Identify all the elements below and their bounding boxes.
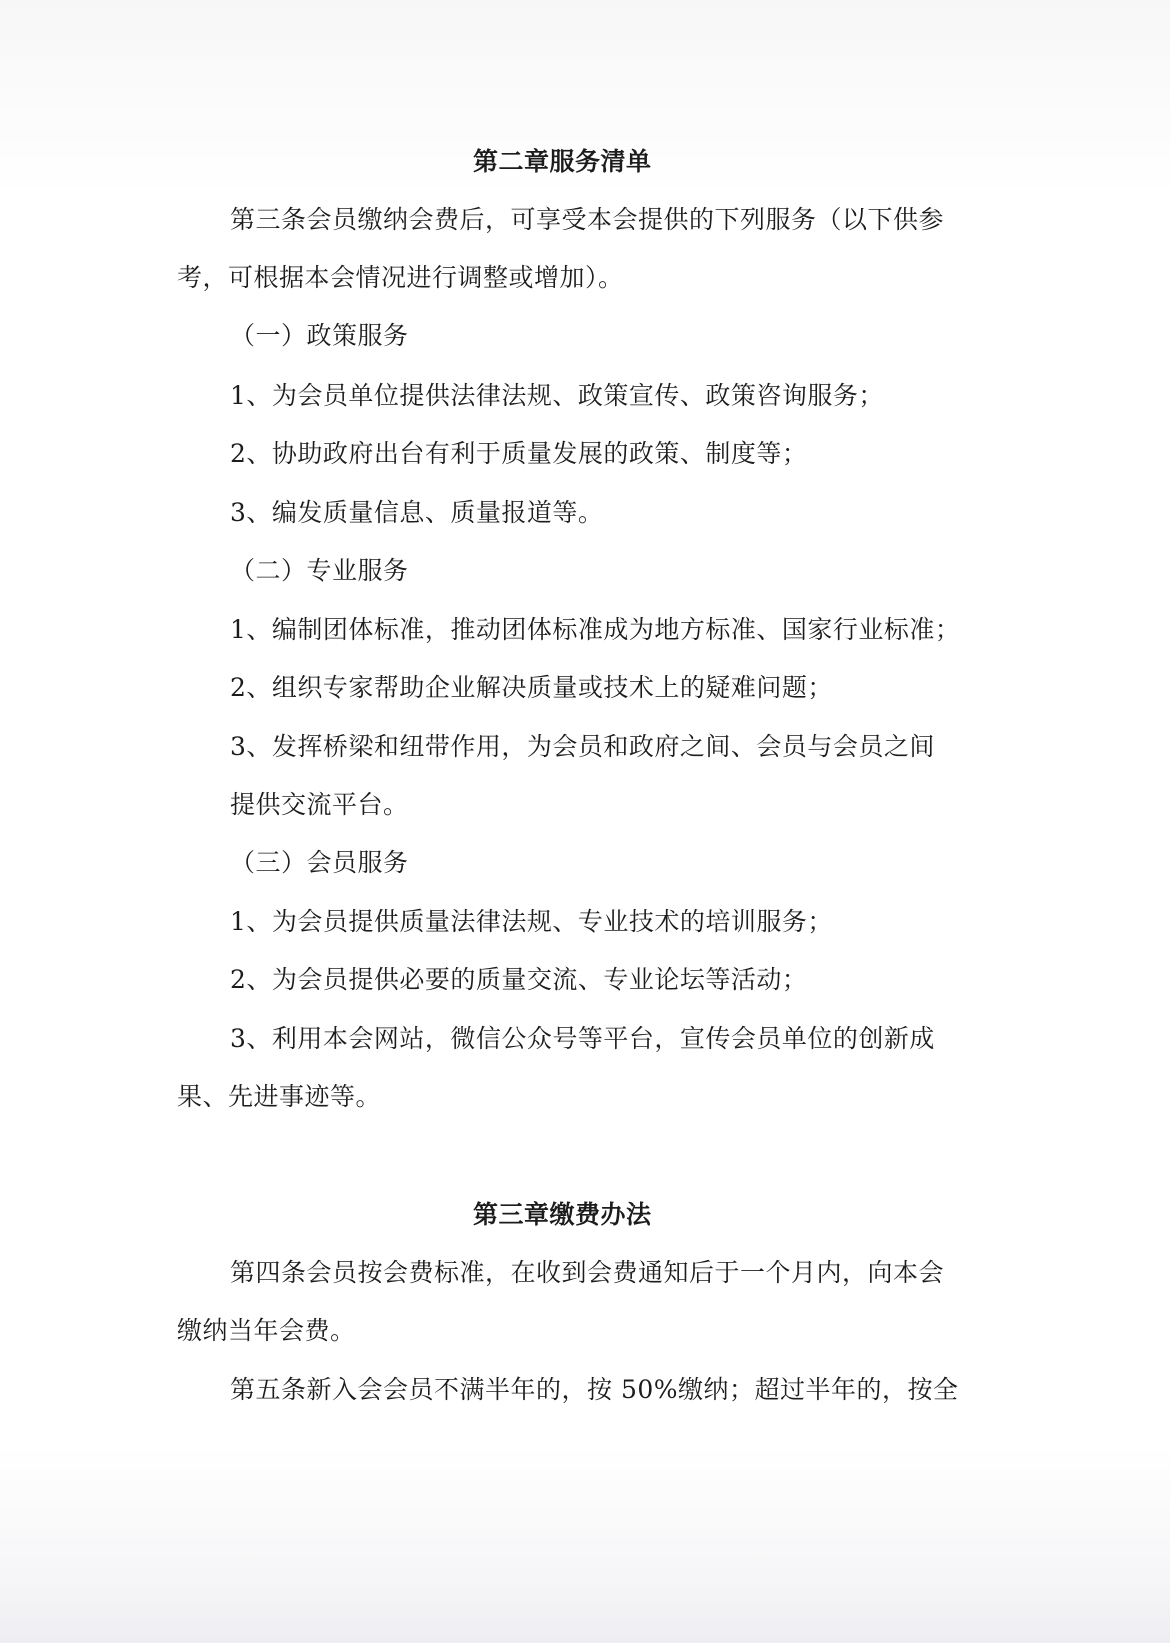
article-3-line-1: 第三条会员缴纳会费后，可享受本会提供的下列服务（以下供参 (230, 205, 945, 234)
member-item-1: 1、为会员提供质量法律法规、专业技术的培训服务； (230, 907, 833, 936)
professional-services-heading: （二）专业服务 (230, 556, 409, 585)
article-5-line-1: 第五条新入会会员不满半年的，按 50%缴纳；超过半年的，按全 (230, 1375, 959, 1404)
professional-item-2: 2、组织专家帮助企业解决质量或技术上的疑难问题； (230, 673, 833, 702)
article-4-line-2: 缴纳当年会费。 (177, 1316, 356, 1345)
member-item-3-line-1: 3、利用本会网站，微信公众号等平台，宣传会员单位的创新成 (230, 1024, 935, 1053)
member-item-3-line-2: 果、先进事迹等。 (177, 1082, 382, 1111)
policy-services-heading: （一）政策服务 (230, 321, 409, 350)
policy-item-2: 2、协助政府出台有利于质量发展的政策、制度等； (230, 439, 808, 468)
article-3-line-2: 考，可根据本会情况进行调整或增加）。 (177, 263, 624, 292)
chapter-2-title: 第二章服务清单 (473, 147, 652, 176)
professional-item-3-line-2: 提供交流平台。 (230, 790, 409, 819)
member-services-heading: （三）会员服务 (230, 848, 409, 877)
policy-item-1: 1、为会员单位提供法律法规、政策宣传、政策咨询服务； (230, 381, 884, 410)
member-item-2: 2、为会员提供必要的质量交流、专业论坛等活动； (230, 965, 808, 994)
professional-item-1: 1、编制团体标准，推动团体标准成为地方标准、国家行业标准； (230, 615, 961, 644)
article-4-line-1: 第四条会员按会费标准，在收到会费通知后于一个月内，向本会 (230, 1258, 945, 1287)
professional-item-3-line-1: 3、发挥桥梁和纽带作用，为会员和政府之间、会员与会员之间 (230, 732, 935, 761)
policy-item-3: 3、编发质量信息、质量报道等。 (230, 498, 604, 527)
chapter-3-title: 第三章缴费办法 (473, 1200, 652, 1229)
